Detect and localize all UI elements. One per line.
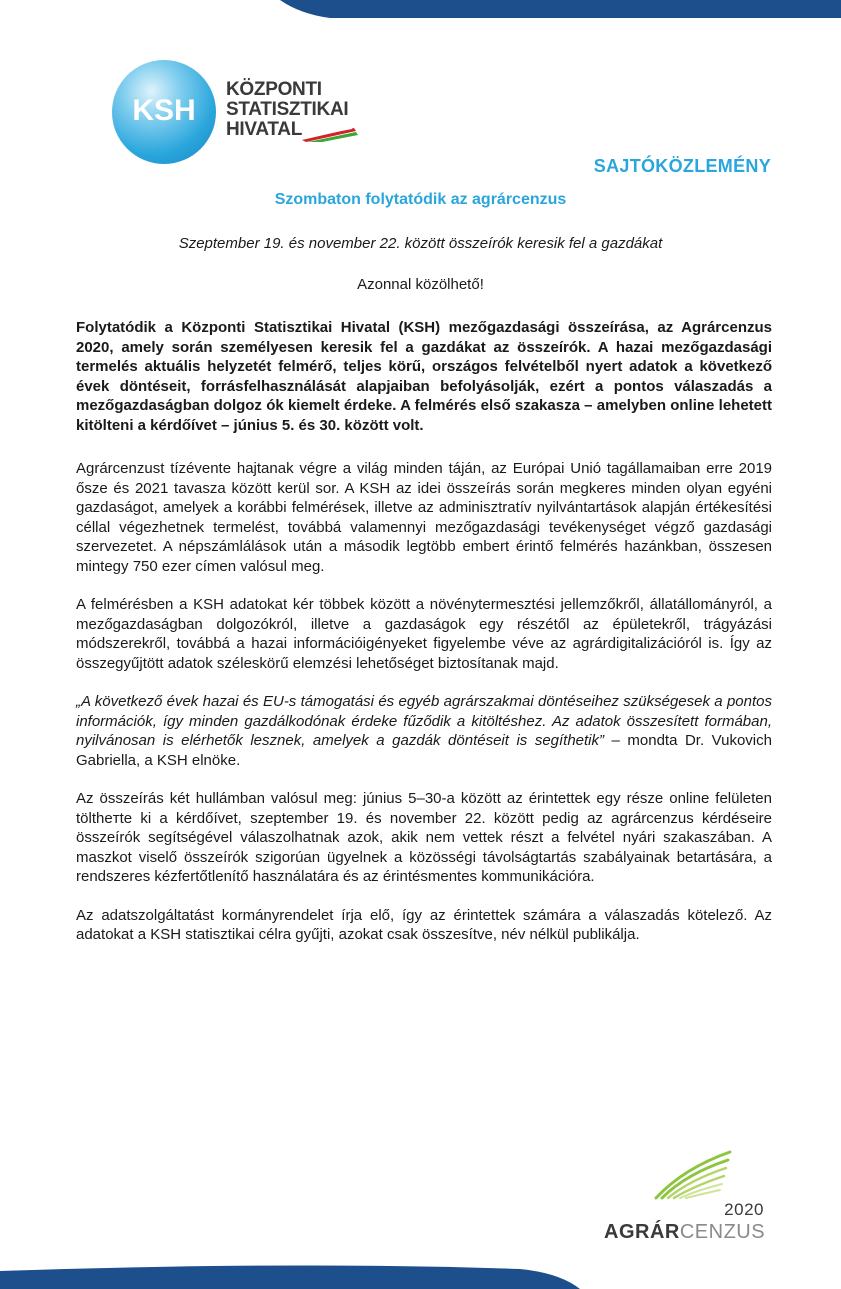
quote-attribution: – mondta Dr. Vukovich Gabriella, a KSH elnöke. — [76, 732, 772, 769]
lead-paragraph: Folytatódik a Központi Statisztikai Hivatal (KSH) mezőgazdasági összeírása, az Agrárcenzus 2020, amely során személyesen keresik fel a gazdákat az összeírók. A hazai mezőgazdasági termelés aktuális helyzetét felmérő, teljes körű, országos felvételből nyert adatok a következő évek döntéseit, forrásfelhasználását alapjaiban befolyásolják, ezért a pontos válaszadás a mezőgazdaságban dolgoz ók kiemelt érdeke. A felmérés első szakasza – amelyben online lehetett kitölteni a kérdőívet – június 5. és 30. között volt. — [76, 319, 772, 434]
census-word-cenzus: CENZUS — [679, 1221, 766, 1243]
quote-text: „A következő évek hazai és EU-s támogatási és egyéb agrárszakmai döntéseihez szükségesek a pontos információk, így minden gazdálkodónak érdeke fűződik a kitöltéshez. Az adatok összesített formában, nyilvánosan is elérhetők lesznek, amelyek a gazdák döntéseit is segíthetik” — [76, 693, 772, 749]
quote-paragraph — [76, 692, 772, 770]
subheadline: Szeptember 19. és november 22. között összeírók keresik fel a gazdákat — [178, 235, 663, 252]
ksh-logo-circle — [112, 60, 216, 164]
ksh-logo-abbreviation: KSH — [132, 94, 196, 127]
headline: Szombaton folytatódik az agrárcenzus — [274, 191, 567, 208]
body-paragraph: A felmérésben a KSH adatokat kér többek között a növénytermesztési jellemzőkről, állatállományról, a mezőgazdaságban dolgozókról, illetve a gazdaságok egy részétől az épületekről, trágyázási módszerekről, továbbá a hazai információigényeket figyelembe véve az agrárdigitalizációról is. Így az összegyűjtött adatok széleskörű elemzési lehetőséget biztosítanak majd. — [76, 596, 772, 672]
ksh-logo-name-line: STATISZTIKAI — [226, 99, 349, 120]
ksh-logo-name-line: KÖZPONTI — [226, 79, 322, 100]
article-body — [76, 318, 772, 964]
body-paragraph: Az adatszolgáltatást kormányrendelet írja elő, így az érintettek számára a válaszadás kötelező. Az adatokat a KSH statisztikai célra gyűjti, azokat csak összesítve, név nélkül publikálja. — [76, 906, 772, 943]
grass-icon — [654, 1148, 734, 1200]
census-wordmark — [604, 1221, 765, 1244]
flag-stripe-icon — [298, 126, 358, 142]
agrarcenzus-logo — [600, 1148, 770, 1248]
embargo-notice: Azonnal közölhető! — [357, 276, 484, 293]
top-decorative-band — [0, 0, 841, 22]
press-release-label: SAJTÓKÖZLEMÉNY — [593, 156, 771, 176]
bottom-decorative-band — [0, 1255, 841, 1289]
census-year: 2020 — [724, 1200, 764, 1219]
census-word-agrar: AGRÁR — [604, 1221, 680, 1243]
ksh-logo — [112, 60, 372, 170]
ksh-logo-name-line: HIVATAL — [226, 119, 302, 140]
body-paragraph: Az összeírás két hullámban valósul meg: június 5–30-a között az érintettek egy része online felületen töltheтte ki a kérdőívet, szeptember 19. és november 22. között pedig az agrárcenzus kérdéseire összeírók segítségével válaszolhatnak azok, akik nem vettek részt a felvétel nyári szakaszában. A maszkot viselő összeírók szigorúan ügyelnek a közösségi távolságtartás szabályainak betartására, a rendszeres kézfertőtlenítő használatára és az érintésmentes kommunikációra. — [76, 790, 772, 885]
body-paragraph: Agrárcenzust tízévente hajtanak végre a világ minden táján, az Európai Unió tagállamaiban erre 2019 ősze és 2021 tavasza között kerül sor. A KSH az idei összeírás során megkeres minden olyan egyéni gazdaságot, amelyek a korábbi felmérések, illetve az adminisztratív nyilvántartások alapján értékesítési céllal végezhetnek termelést, továbbá valamennyi mezőgazdasági tevékenységet végző gazdasági szervezetet. A népszámlálások után a második legtöbb embert érintő felmérés hazánkban, összesen mintegy 750 ezer címen valósul meg. — [76, 460, 772, 575]
